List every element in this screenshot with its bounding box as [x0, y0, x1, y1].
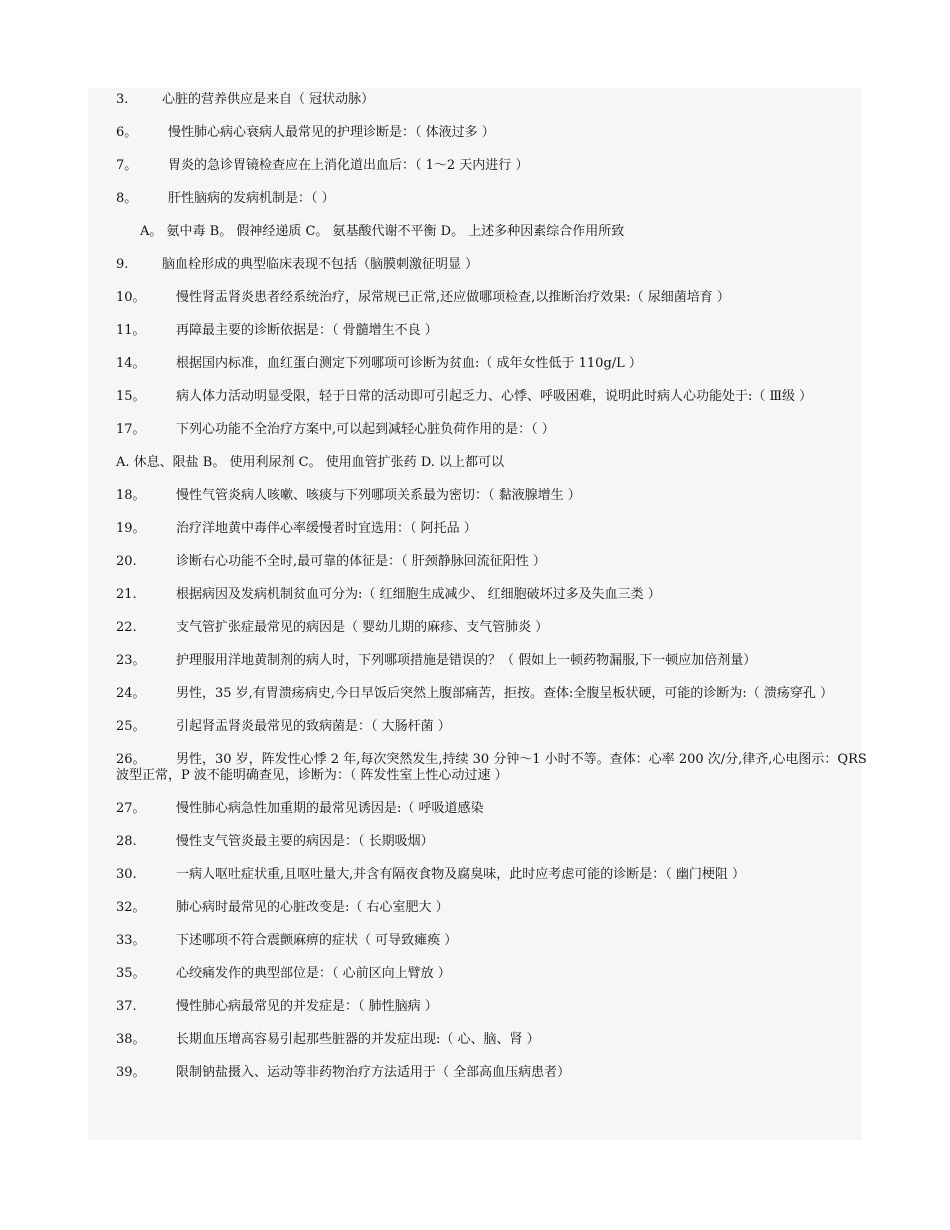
question-number: 25。 [116, 719, 146, 734]
question-text: 慢性肺心病最常见的并发症是：（ 肺性脑病 ） [176, 999, 438, 1014]
question-text: 慢性气管炎病人咳嗽、咳痰与下列哪项关系最为密切：（ 黏液腺增生 ） [176, 488, 581, 503]
question-number: 10。 [116, 290, 146, 305]
question-number: 21. [116, 587, 137, 602]
question-line [116, 900, 868, 916]
question-line [116, 257, 868, 273]
question-number: 19。 [116, 521, 146, 536]
question-line [116, 999, 868, 1015]
question-number: 11。 [116, 323, 146, 338]
answer-options [116, 224, 868, 240]
question-line [116, 587, 868, 603]
question-text: 诊断右心功能不全时,最可靠的体征是：（ 肝颈静脉回流征阳性 ） [176, 554, 546, 569]
question-text: 限制钠盐摄入、运动等非药物治疗方法适用于（ 全部高血压病患者） [176, 1065, 571, 1080]
question-line [116, 933, 868, 949]
answer-options [116, 455, 868, 471]
question-text: 护理服用洋地黄制剂的病人时，下列哪项措施是错误的？（ 假如上一顿药物漏服,下一顿应加倍剂量） [176, 653, 757, 668]
question-number: 26。 [116, 752, 146, 767]
question-number: 35。 [116, 966, 146, 981]
question-line [116, 966, 868, 982]
question-line [116, 323, 868, 339]
question-line [116, 125, 868, 141]
question-text: 慢性肾盂肾炎患者经系统治疗，尿常规已正常,还应做哪项检查,以推断治疗效果:（ 尿细菌培育 ） [176, 290, 730, 305]
question-line [116, 290, 868, 306]
question-text: 下列心功能不全治疗方案中,可以起到减轻心脏负荷作用的是：（ ） [176, 422, 555, 437]
question-text: 慢性肺心病心衰病人最常见的护理诊断是：（ 体液过多 ） [168, 125, 495, 140]
question-text: 慢性支气管炎最主要的病因是：（ 长期吸烟） [176, 834, 434, 849]
question-text: 长期血压增高容易引起那些脏器的并发症出现:（ 心、脑、肾 ） [176, 1032, 540, 1047]
question-number: 15。 [116, 389, 146, 404]
question-text: 根据病因及发病机制贫血可分为:（ 红细胞生成减少、 红细胞破坏过多及失血三类 ） [176, 587, 661, 602]
question-line [116, 620, 868, 636]
question-line [116, 389, 868, 405]
question-line [116, 801, 868, 817]
question-number: 14。 [116, 356, 146, 371]
question-line [116, 834, 868, 850]
question-line [116, 488, 868, 504]
question-text: 肺心病时最常见的心脏改变是:（ 右心室肥大 ） [176, 900, 449, 915]
question-number: 22. [116, 620, 137, 635]
question-number: 37. [116, 999, 137, 1014]
question-number: 27。 [116, 801, 146, 816]
question-text: 脑血栓形成的典型临床表现不包括（脑膜刺激征明显 ） [162, 257, 479, 272]
question-line [116, 686, 868, 702]
question-number: 9. [116, 257, 129, 272]
options-text: A。 氨中毒 B。 假神经递质 C。 氨基酸代谢不平衡 D。 上述多种因素综合作用所致 [140, 224, 625, 239]
question-number: 6。 [116, 125, 138, 140]
question-number: 30. [116, 867, 137, 882]
question-text: 治疗洋地黄中毒伴心率缓慢者时宜选用：（ 阿托品 ） [176, 521, 477, 536]
question-line [116, 719, 868, 735]
question-line [116, 554, 868, 570]
question-number: 7。 [116, 158, 138, 173]
question-text: 男性，30 岁，阵发性心悸 2 年,每次突然发生,持续 30 分钟～1 小时不等。查体：心率 200 次/分,律齐,心电图示：QRS 波型正常，P 波不能明确查见，诊断为：（ 阵发性室上性心动过速 ） [116, 752, 867, 783]
question-number: 33。 [116, 933, 146, 948]
question-text: 支气管扩张症最常见的病因是（ 婴幼儿期的麻疹、支气管肺炎 ） [176, 620, 549, 635]
question-text: 男性，35 岁,有胃溃疡病史,今日早饭后突然上腹部痛苦，拒按。查体:全腹呈板状硬，可能的诊断为:（ 溃疡穿孔 ） [176, 686, 833, 701]
question-line [116, 356, 868, 372]
question-number: 24。 [116, 686, 146, 701]
question-text: 引起肾盂肾炎最常见的致病菌是：（ 大肠杆菌 ） [176, 719, 451, 734]
question-line [116, 653, 868, 669]
question-number: 28. [116, 834, 137, 849]
question-number: 32。 [116, 900, 146, 915]
question-line [116, 422, 868, 438]
options-text: A. 休息、限盐 B。 使用利尿剂 C。 使用血管扩张药 D. 以上都可以 [116, 455, 505, 470]
question-text: 一病人呕吐症状重,且呕吐量大,并含有隔夜食物及腐臭味，此时应考虑可能的诊断是：（ 幽门梗阻 ） [176, 867, 746, 882]
question-text: 心脏的营养供应是来自（ 冠状动脉） [162, 92, 375, 107]
question-line [116, 521, 868, 537]
question-number: 3. [116, 92, 129, 107]
question-text: 心绞痛发作的典型部位是：（ 心前区向上臂放 ） [176, 966, 451, 981]
question-text: 再障最主要的诊断依据是：（ 骨髓增生不良 ） [176, 323, 438, 338]
question-number: 20. [116, 554, 137, 569]
question-number: 17。 [116, 422, 146, 437]
question-number: 18。 [116, 488, 146, 503]
question-line [116, 752, 868, 784]
question-text: 根据国内标准，血红蛋白测定下列哪项可诊断为贫血:（ 成年女性低于 110g/L ） [176, 356, 642, 371]
question-number: 39。 [116, 1065, 146, 1080]
question-line [116, 158, 868, 174]
question-text: 下述哪项不符合震颤麻痹的症状（ 可导致瘫痪 ） [176, 933, 458, 948]
question-line [116, 191, 868, 207]
question-text: 肝性脑病的发病机制是：（ ） [168, 191, 335, 206]
question-number: 23。 [116, 653, 146, 668]
question-number: 38。 [116, 1032, 146, 1047]
question-line [116, 867, 868, 883]
question-text: 慢性肺心病急性加重期的最常见诱因是:（ 呼吸道感染 [176, 801, 484, 816]
question-text: 病人体力活动明显受限，轻于日常的活动即可引起乏力、心悸、呼吸困难，说明此时病人心功能处于:（ Ⅲ级 ） [176, 389, 813, 404]
question-line [116, 1065, 868, 1081]
question-text: 胃炎的急诊胃镜检查应在上消化道出血后：（ 1～2 天内进行 ） [168, 158, 529, 173]
question-list [116, 92, 868, 1098]
question-number: 8。 [116, 191, 138, 206]
question-line [116, 92, 868, 108]
question-line [116, 1032, 868, 1048]
